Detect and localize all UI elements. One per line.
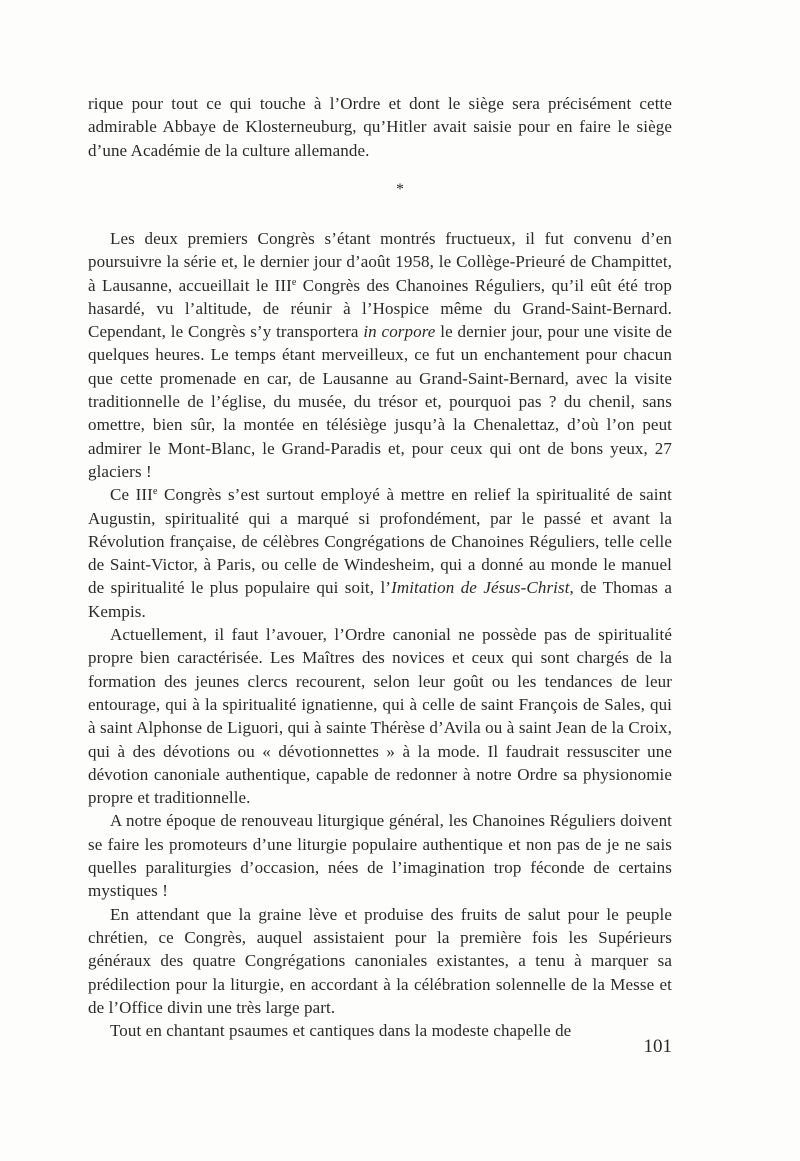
paragraph-text: Congrès des Chanoines Réguliers, qu’il eût été trop hasardé, vu l’altitude, de réunir à l’Hospice même du Grand-Saint-Bernard. Cependant, le Congrès s’y transportera (88, 275, 672, 342)
paragraph-text: le dernier jour, pour une visite de quelques heures. Le temps étant merveilleux, ce fut un enchantement pour chacun que cette promenade en car, de Lausanne au Grand-Saint-Bernard, avec la visite traditionnelle de l’église, du musée, du trésor et, pourquoi pas ? du chenil, sans omettre, bien sûr, la montée en télésiège jusqu’à la Chenalettaz, d’où l’on peut admirer le Mont-Blanc, le Grand-Paradis et, pour ceux qui ont de bons yeux, 27 glaciers ! (88, 322, 672, 481)
paragraph-renouveau-liturgique: A notre époque de renouveau liturgique général, les Chanoines Réguliers doivent se faire les promoteurs d’une liturgie populaire authentique et non pas de je ne sais quelles paraliturgies d’occasion, nées de l’imagination trop féconde de certains mystiques ! (88, 811, 672, 901)
italic-book-title: Imitation de Jésus-Christ (391, 578, 570, 598)
intro-text-block (88, 92, 672, 162)
section-separator: * (396, 181, 404, 198)
intro-paragraph: rique pour tout ce qui touche à l’Ordre et dont le siège sera précisément cette admirable Abbaye de Klosterneuburg, qu’Hitler avait saisie pour en faire le siège d’une Académie de la culture allemande. (88, 94, 672, 160)
paragraph-chapelle: Tout en chantant psaumes et cantiques dans la modeste chapelle de (110, 1021, 572, 1041)
paragraph-graine-leve: En attendant que la graine lève et produise des fruits de salut pour le peuple chrétien, ce Congrès, auquel assistaient pour la première fois les Supérieurs généraux des quatre Congrégations canoniales existantes, a tenu à marquer sa prédilection pour la liturgie, en accordant à la célébration solennelle de la Messe et de l’Office divin une très large part. (88, 904, 672, 1017)
body-text-block (88, 227, 672, 1042)
italic-phrase: in corpore (363, 322, 436, 342)
superscript: e (152, 486, 158, 498)
paragraph-spiritualite-augustin (88, 483, 672, 623)
paragraph-text: Congrès s’est surtout employé à mettre en relief la spiritualité de saint Augustin, spiritualité qui a marqué si profondément, par le passé et avant la Révolution française, de célèbres Congrégations de Chanoines Réguliers, telle celle de Saint-Victor, à Paris, ou celle de Windesheim, qui a donné au monde le manuel de spiritualité le plus populaire qui soit, l’ (88, 485, 673, 598)
paragraph-text: Les deux premiers Congrès s’étant montrés fructueux, il fut convenu d’en poursuivre la série et, le dernier jour d’août 1958, le Collège-Prieuré de Champittet, à Lausanne, accueillait le III (88, 229, 672, 295)
paragraph-text: Ce III (110, 485, 153, 505)
paragraph-text: , de Thomas a Kempis. (88, 578, 672, 621)
paragraph-congres-champittet (88, 227, 672, 483)
superscript: e (291, 276, 297, 288)
paragraph-ordre-canonial: Actuellement, il faut l’avouer, l’Ordre canonial ne possède pas de spiritualité propre bien caractérisée. Les Maîtres des novices et ceux qui sont chargés de la formation des jeunes clercs recourent, selon leur goût ou les tendances de leur entourage, qui à la spiritualité ignatienne, qui à celle de saint François de Sales, qui à saint Alphonse de Liguori, qui à sainte Thérèse d’Avila ou à saint Jean de la Croix, qui à des dévotions ou « dévotionnettes » à la mode. Il faudrait ressusciter une dévotion canoniale authentique, capable de redonner à notre Ordre sa physionomie propre et traditionnelle. (88, 625, 672, 808)
page-number: 101 (643, 1036, 672, 1057)
